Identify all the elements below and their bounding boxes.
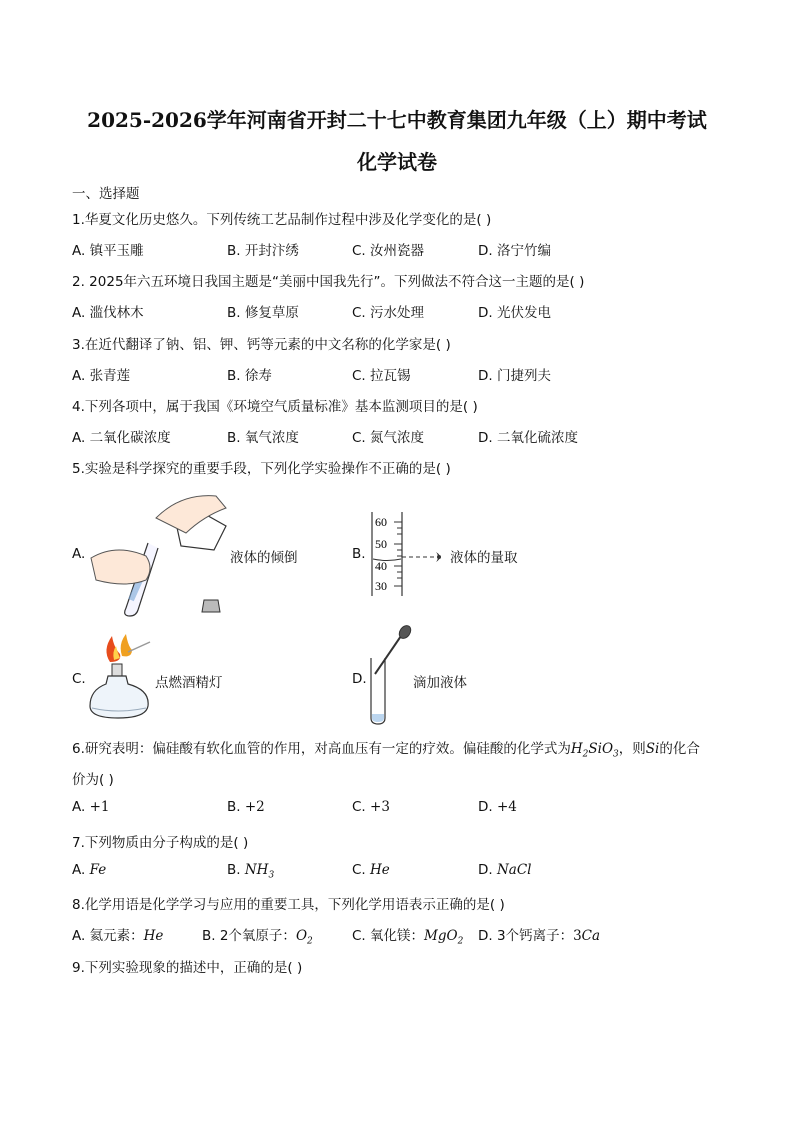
option-c: C. 氮气浓度 — [352, 430, 425, 446]
option-c: C. 拉瓦锡 — [352, 368, 411, 384]
dropper-figure — [365, 626, 415, 726]
question-stem: 5.实验是科学探究的重要手段，下列化学实验操作不正确的是( ) — [72, 461, 451, 477]
section-heading: 一、选择题 — [72, 186, 140, 202]
option-b: B. 徐寿 — [227, 368, 272, 384]
alcohol-lamp-figure — [88, 632, 158, 722]
option-d: D. 门捷列夫 — [478, 368, 551, 384]
figure-b-letter: B. — [352, 546, 366, 562]
option-b: B. 2个氧原子：$O_2$ — [202, 928, 313, 947]
option-b: B. 氧气浓度 — [227, 430, 299, 446]
option-b: B. 开封汴绣 — [227, 243, 299, 259]
option-d: D. 光伏发电 — [478, 305, 551, 321]
page-subtitle: 化学试卷 — [357, 150, 437, 174]
option-a: A. 张青莲 — [72, 368, 131, 384]
pouring-liquid-figure — [86, 488, 236, 618]
question-stem: 7.下列物质由分子构成的是( ) — [72, 835, 249, 851]
figure-a-caption: 液体的倾倒 — [230, 550, 298, 566]
option-a: A. 二氧化碳浓度 — [72, 430, 171, 446]
question-stem: 6.研究表明：偏硅酸有软化血管的作用，对高血压有一定的疗效。偏硅酸的化学式为$H_2SiO_3$，则Si的化合 — [72, 741, 700, 760]
option-d: D. 3个钙离子：3Ca — [478, 928, 601, 944]
option-c: C. 污水处理 — [352, 305, 425, 321]
option-b: B. $NH_3$ — [227, 862, 275, 881]
question-stem: 8.化学用语是化学学习与应用的重要工具，下列化学用语表示正确的是( ) — [72, 897, 505, 913]
formula: $H_2SiO_3$ — [570, 741, 619, 760]
figure-d-caption: 滴加液体 — [413, 675, 467, 691]
option-c: C. 氧化镁：MgO$_2$ — [352, 928, 464, 947]
question-stem: 9.下列实验现象的描述中，正确的是( ) — [72, 960, 303, 976]
option-d: D. 洛宁竹编 — [478, 243, 551, 259]
option-a: A. 滥伐林木 — [72, 305, 144, 321]
option-a: A. Fe — [72, 862, 107, 878]
tick-label: 30 — [375, 579, 387, 593]
option-c: C. 汝州瓷器 — [352, 243, 425, 259]
tick-label: 60 — [375, 515, 387, 529]
figure-c-caption: 点燃酒精灯 — [155, 675, 223, 691]
option-b: B. +2 — [227, 799, 265, 815]
tick-label: 50 — [375, 537, 387, 551]
figure-d-letter: D. — [352, 671, 367, 687]
figure-c-letter: C. — [72, 671, 86, 687]
figure-a-letter: A. — [72, 546, 86, 562]
option-a: A. 氦元素：He — [72, 928, 164, 944]
figure-b-caption: 液体的量取 — [450, 550, 518, 566]
question-stem: 1.华夏文化历史悠久。下列传统工艺品制作过程中涉及化学变化的是( ) — [72, 212, 492, 228]
option-d: D. +4 — [478, 799, 517, 815]
page-title: 2025-2026学年河南省开封二十七中教育集团九年级（上）期中考试 — [87, 108, 707, 132]
option-d: D. 二氧化硫浓度 — [478, 430, 578, 446]
option-a: A. 镇平玉雕 — [72, 243, 144, 259]
question-stem-continued: 价为( ) — [72, 772, 114, 788]
option-c: C. He — [352, 862, 390, 878]
tick-label: 40 — [375, 559, 387, 573]
question-stem: 2. 2025年六五环境日我国主题是“美丽中国我先行”。下列做法不符合这一主题的是( ) — [72, 274, 585, 290]
option-b: B. 修复草原 — [227, 305, 299, 321]
question-stem: 4.下列各项中，属于我国《环境空气质量标准》基本监测项目的是( ) — [72, 399, 478, 415]
option-c: C. +3 — [352, 799, 390, 815]
option-a: A. +1 — [72, 799, 110, 815]
option-d: D. NaCl — [478, 862, 532, 878]
question-stem: 3.在近代翻译了钠、铝、钾、钙等元素的中文名称的化学家是( ) — [72, 337, 451, 353]
